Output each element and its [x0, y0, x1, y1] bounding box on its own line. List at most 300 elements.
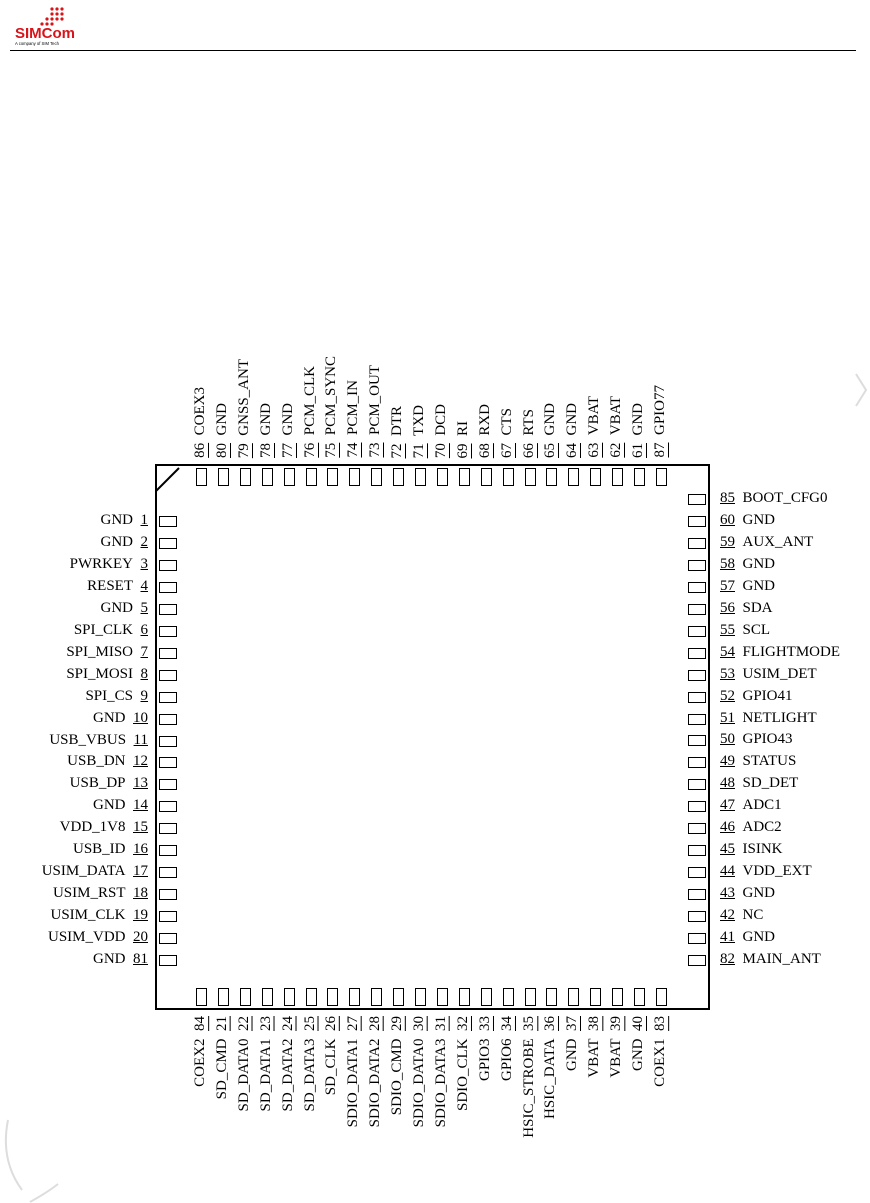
pin-label [192, 387, 209, 458]
pin-name: GPIO43 [742, 731, 793, 748]
pin-name: USB_DP [69, 775, 126, 792]
pin-name: VBAT [608, 1038, 625, 1078]
pin-pad [159, 626, 177, 637]
pin-label [542, 1016, 559, 1119]
pin-label [74, 622, 148, 639]
pin-label [521, 409, 538, 458]
pin-number: 67 [498, 443, 515, 458]
pin-name: ADC1 [742, 797, 782, 814]
pin-name: SD_DATA3 [301, 1038, 318, 1112]
pin-pad [481, 988, 492, 1006]
pin-label [720, 863, 812, 880]
pin-pad [612, 988, 623, 1006]
pin-number: 33 [476, 1016, 493, 1031]
pin-name: GPIO77 [651, 385, 668, 436]
pin-label [720, 797, 782, 814]
pin-number: 46 [720, 819, 735, 836]
pin-label [586, 1016, 603, 1078]
pin-name: VBAT [586, 396, 603, 436]
pin-number: 60 [720, 511, 735, 528]
pin-label [564, 403, 581, 458]
pin-pad [546, 468, 557, 486]
pin-pad [415, 468, 426, 486]
pin-pad [393, 988, 404, 1006]
pin-name: SD_DATA1 [257, 1038, 274, 1112]
pin-number: 12 [133, 753, 148, 770]
pin-pad [688, 560, 706, 571]
pin-name: SDIO_CLK [454, 1038, 471, 1112]
pin-label [93, 710, 148, 727]
pin-number: 11 [133, 731, 148, 748]
pin-pad [159, 823, 177, 834]
pin-label [67, 753, 148, 770]
pin-name: GND [213, 403, 230, 436]
pin-number: 80 [213, 443, 230, 458]
pin-number: 34 [498, 1016, 515, 1031]
pin-number: 2 [140, 533, 148, 550]
pin-number: 49 [720, 753, 735, 770]
pin-name: SDIO_DATA0 [411, 1038, 427, 1128]
pin-label [411, 405, 428, 458]
pin-pad [688, 823, 706, 834]
pin-pad [349, 988, 360, 1006]
pin-pad [159, 560, 177, 571]
pin-label [720, 753, 796, 770]
pin-name: MAIN_ANT [742, 950, 821, 967]
pin-pad [159, 604, 177, 615]
pin-pad [612, 468, 623, 486]
pin-name: PCM_OUT [367, 365, 384, 436]
pin-name: GND [93, 797, 126, 814]
pin-label [608, 396, 625, 458]
pin-name: SD_DATA0 [235, 1038, 252, 1112]
pin-name: GPIO6 [498, 1038, 515, 1082]
pin-name: RTS [520, 408, 537, 436]
pin-number: 44 [720, 863, 735, 880]
pin-label [93, 951, 148, 968]
simcom-logo [14, 6, 78, 46]
pin-name: STATUS [742, 753, 797, 770]
pin-number: 29 [389, 1016, 406, 1031]
pin-number: 31 [432, 1016, 449, 1031]
pin-name: USIM_RST [52, 885, 126, 902]
pin-name: GND [100, 599, 133, 616]
pin-number: 65 [542, 443, 559, 458]
pin-label [630, 1016, 647, 1071]
pin-pad [159, 911, 177, 922]
pin-label [455, 421, 472, 459]
pin-name: AUX_ANT [742, 533, 814, 550]
pin-label [93, 797, 148, 814]
pin-pad [327, 468, 338, 486]
pin-label [345, 380, 362, 458]
pin-number: 72 [389, 443, 406, 458]
pin-label [101, 534, 149, 551]
pin-number: 37 [564, 1016, 581, 1031]
pin-name: USIM_DET [742, 665, 817, 682]
pin-number: 87 [651, 443, 668, 458]
pin-pad [306, 988, 317, 1006]
pin-pad [284, 988, 295, 1006]
pin-name: TXD [411, 404, 427, 436]
svg-text:A company of SIM Tech: A company of SIM Tech [15, 41, 59, 46]
pin-name: GND [542, 403, 559, 436]
pin-number: 4 [140, 577, 148, 594]
pin-name: GND [742, 929, 775, 945]
pin-pad [688, 757, 706, 768]
pin-label [499, 408, 516, 458]
pin-name: SD_DATA2 [279, 1038, 296, 1112]
pin-name: SPI_MOSI [66, 665, 133, 682]
pin-name: COEX2 [192, 1038, 208, 1087]
pin-label [389, 1016, 406, 1115]
pin-name: COEX3 [192, 387, 208, 436]
pin-number: 38 [586, 1016, 603, 1031]
pin-number: 10 [133, 709, 148, 726]
pin-name: COEX1 [651, 1038, 668, 1087]
pin-label [477, 404, 494, 458]
pin-number: 13 [133, 775, 148, 792]
pin-number: 82 [720, 950, 735, 967]
pin-label [720, 841, 783, 858]
pin-pad [159, 933, 177, 944]
pin-name: USB_VBUS [49, 731, 127, 748]
pin-pad [159, 779, 177, 790]
pin-name: RESET [87, 577, 133, 594]
pin-pad [393, 468, 404, 486]
pin-label [302, 1016, 319, 1111]
pin-number: 5 [140, 599, 148, 616]
pin-name: GND [630, 1038, 646, 1071]
pin-label [720, 644, 840, 661]
pin-number: 7 [140, 643, 148, 660]
pin-label [720, 556, 775, 573]
pin-pad [349, 468, 360, 486]
pin-pad [590, 988, 601, 1006]
pin-label [60, 819, 148, 836]
pin-pad [159, 867, 177, 878]
pin-label [720, 578, 775, 595]
pin-label [720, 666, 817, 683]
pin-name: SCL [742, 621, 771, 638]
pin-label [720, 600, 773, 617]
pin-name: CTS [498, 407, 515, 436]
pin-number: 81 [133, 951, 148, 967]
pin-label [42, 863, 148, 880]
pin-name: PWRKEY [69, 555, 133, 572]
pin-label [101, 512, 149, 529]
pin-name: HSIC_DATA [542, 1038, 559, 1119]
pin-label [214, 1016, 231, 1099]
pin-number: 50 [720, 731, 735, 748]
pin-label [411, 1016, 428, 1127]
pin-pad [159, 516, 177, 527]
pin-name: GND [742, 577, 775, 594]
pin-pad [688, 604, 706, 615]
pin-label [323, 356, 340, 458]
pin-name: SDIO_DATA2 [367, 1038, 384, 1128]
pin-label [720, 819, 782, 836]
pin-number: 35 [520, 1016, 537, 1031]
pin-pad [688, 867, 706, 878]
pin-label [652, 1016, 669, 1087]
pin-pad [159, 582, 177, 593]
pin-name: SPI_CLK [73, 621, 133, 638]
pin-number: 58 [720, 555, 735, 572]
pin-name: RI [454, 420, 471, 436]
pin-label [720, 512, 775, 529]
pin-name: SDA [742, 599, 773, 616]
pin-pad [159, 955, 177, 966]
pin-number: 41 [720, 929, 735, 945]
pin-pad [159, 648, 177, 659]
pin-pad [262, 468, 273, 486]
pin-name: SD_CLK [323, 1038, 340, 1096]
pin-label [720, 929, 775, 946]
pin-name: VBAT [608, 396, 625, 436]
pin-number: 39 [608, 1016, 625, 1031]
pin-pad [568, 468, 579, 486]
pin-name: VDD_1V8 [59, 819, 126, 836]
pin-name: VBAT [586, 1038, 603, 1078]
pin-name: HSIC_STROBE [520, 1038, 537, 1138]
pin-name: SPI_CS [85, 687, 133, 704]
pin-name: GND [742, 555, 775, 572]
pin-number: 84 [192, 1016, 208, 1031]
pin-pad [525, 988, 536, 1006]
pin-name: ADC2 [742, 819, 782, 836]
pin-number: 62 [608, 443, 625, 458]
pin-pad [437, 988, 448, 1006]
logo-dots-icon [40, 7, 63, 25]
pin-number: 73 [367, 443, 384, 458]
pin-name: SDIO_DATA3 [432, 1038, 449, 1128]
pin-pad [688, 538, 706, 549]
pin-number: 68 [476, 443, 493, 458]
pin-number: 71 [411, 443, 427, 458]
pin-number: 30 [411, 1016, 427, 1031]
pin-number: 17 [133, 863, 148, 880]
pin-name: USB_ID [72, 841, 126, 858]
pin-name: NETLIGHT [742, 709, 817, 726]
pin-pad [688, 648, 706, 659]
pin-pad [459, 988, 470, 1006]
pin-label [85, 688, 148, 705]
pin-name: PCM_CLK [301, 366, 318, 436]
pin-label [280, 403, 297, 458]
pin-pad [218, 468, 229, 486]
pin-name: GPIO3 [476, 1038, 493, 1082]
pin-label [477, 1016, 494, 1081]
pin-name: FLIGHTMODE [742, 643, 840, 660]
pin-pad [634, 468, 645, 486]
pin-pad [159, 757, 177, 768]
pin-label [101, 600, 149, 617]
pin-number: 86 [192, 443, 208, 458]
pin-label [66, 666, 148, 683]
pin-pad [656, 468, 667, 486]
pin-name: GND [279, 403, 296, 436]
pin-pad [688, 692, 706, 703]
pin-pad [688, 626, 706, 637]
pin-name: PCM_IN [345, 380, 362, 436]
pin-label [720, 885, 775, 902]
pin-number: 56 [720, 599, 735, 616]
pin-name: BOOT_CFG0 [742, 490, 828, 506]
header-divider [10, 50, 856, 51]
pin-pad [688, 889, 706, 900]
pin-number: 70 [432, 443, 449, 458]
pin-pad [159, 538, 177, 549]
pin-name: GPIO41 [742, 687, 793, 704]
pin-number: 24 [279, 1016, 296, 1031]
pin-label [66, 644, 148, 661]
pin-pad [159, 845, 177, 856]
pin-label [564, 1016, 581, 1071]
pin-pad [196, 468, 207, 486]
pin-label [542, 403, 559, 458]
pin-pad [688, 801, 706, 812]
pin-label [720, 688, 793, 705]
pin-pad [546, 988, 557, 1006]
pin-label [73, 841, 148, 858]
page-corner-mark-icon [0, 1110, 60, 1203]
pin-number: 59 [720, 533, 735, 550]
pin-label [367, 1016, 384, 1127]
pin-pad [415, 988, 426, 1006]
pin-label [48, 929, 148, 946]
pin-number: 83 [651, 1016, 668, 1031]
pin-pad [688, 494, 706, 505]
pin-label [720, 490, 828, 507]
pin-number: 79 [235, 443, 252, 458]
pin-name: GND [100, 512, 133, 528]
pin-pad [327, 988, 338, 1006]
pin-pad [159, 670, 177, 681]
pin-label [720, 907, 763, 924]
pin-pad [525, 468, 536, 486]
pin-name: USB_DN [67, 753, 126, 770]
pin-label [70, 556, 148, 573]
pin-name: RXD [476, 403, 493, 436]
pin-pad [284, 468, 295, 486]
pin-name: NC [742, 907, 764, 924]
pin-pad [634, 988, 645, 1006]
pin-name: SDIO_DATA1 [345, 1038, 362, 1128]
pin-label [280, 1016, 297, 1111]
pin-pad [481, 468, 492, 486]
pin-number: 36 [542, 1016, 559, 1031]
pin-label [433, 1016, 450, 1127]
pin-name: VDD_EXT [742, 863, 812, 880]
pin-pad [503, 468, 514, 486]
pin-pad [437, 468, 448, 486]
pin-number: 23 [257, 1016, 274, 1031]
pin-pad [656, 988, 667, 1006]
module-outline [155, 464, 710, 1010]
pin-name: GND [742, 511, 775, 528]
pin-number: 21 [213, 1016, 230, 1031]
pin-label [258, 1016, 275, 1111]
pin-pad [240, 988, 251, 1006]
pin-number: 43 [720, 885, 735, 902]
pin-number: 53 [720, 665, 735, 682]
pin-label [499, 1016, 516, 1081]
pin-number: 40 [630, 1016, 646, 1031]
pin-name: GND [100, 533, 133, 550]
pin-number: 19 [133, 907, 148, 924]
pin-label [720, 951, 821, 968]
pin-label [50, 907, 148, 924]
pin-pad [688, 779, 706, 790]
pin-name: GND [742, 885, 775, 902]
pin-label [345, 1016, 362, 1127]
pin-label [323, 1016, 340, 1095]
pin-number: 74 [345, 443, 362, 458]
pin-pad [688, 516, 706, 527]
pin-pad [688, 845, 706, 856]
pin-number: 52 [720, 687, 735, 704]
pin-pad [371, 468, 382, 486]
pin-number: 77 [279, 443, 296, 458]
pin-label [720, 775, 798, 792]
pin-name: GND [564, 1038, 581, 1071]
pin-label [652, 385, 669, 458]
pin-label [389, 406, 406, 459]
pin-label [258, 403, 275, 458]
pin-name: GND [93, 951, 126, 967]
pin-name: DCD [432, 403, 449, 436]
pin-name: DTR [389, 405, 406, 436]
pin-pad [688, 955, 706, 966]
pin-label [630, 403, 647, 458]
pin-pad [159, 736, 177, 747]
pin-pad [688, 714, 706, 725]
pin-pad [688, 735, 706, 746]
pin-number: 8 [140, 665, 148, 682]
pin-label [236, 1016, 253, 1111]
pin-number: 45 [720, 841, 735, 858]
page-corner-mark-icon [853, 372, 869, 408]
pin-number: 27 [345, 1016, 362, 1031]
pin-name: GND [564, 403, 581, 436]
pin-number: 1 [140, 512, 148, 528]
pin-name: SDIO_CMD [389, 1038, 406, 1116]
pin-label [302, 366, 319, 458]
pin-label [720, 710, 817, 727]
pin-name: GND [630, 403, 646, 436]
pin-number: 51 [720, 709, 735, 726]
pin-number: 47 [720, 797, 735, 814]
pin-pad [688, 911, 706, 922]
pin-number: 64 [564, 443, 581, 458]
pin-number: 3 [140, 555, 148, 572]
pin-name: GND [93, 709, 126, 726]
pin-number: 18 [133, 885, 148, 902]
pin-label [455, 1016, 472, 1111]
pin-number: 22 [235, 1016, 252, 1031]
pin-name: USIM_CLK [50, 907, 126, 924]
pin-number: 63 [586, 443, 603, 458]
pin-number: 75 [323, 443, 340, 458]
pin-label [608, 1016, 625, 1078]
pin-label [192, 1016, 209, 1087]
pin-pad [688, 933, 706, 944]
pin1-corner-marker [155, 464, 185, 494]
svg-text:SIMCom: SIMCom [15, 25, 75, 42]
pin-number: 48 [720, 775, 735, 792]
pin-label [720, 731, 793, 748]
